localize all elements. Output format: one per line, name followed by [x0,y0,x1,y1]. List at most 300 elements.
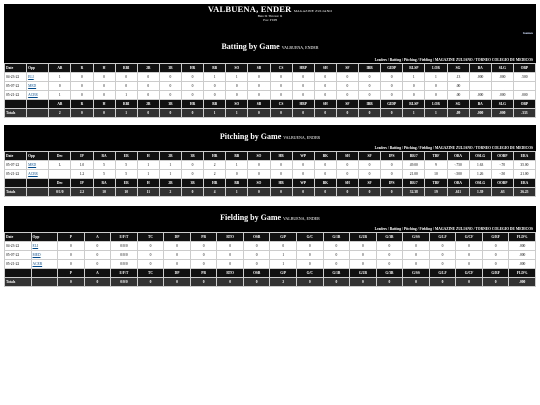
stat-cell: 0 [456,242,483,251]
stat-cell: 1.26 [469,170,491,179]
table-row [5,170,536,179]
total-cell: 2 [159,188,181,197]
stat-cell: 0 [359,82,381,91]
stat-cell: 0 [159,82,181,91]
column-header: GIDP [381,64,403,73]
stat-cell: 0 [217,260,244,269]
stat-cell: 0 [164,260,191,269]
total-cell: .611 [447,188,469,197]
stat-cell: -.70 [491,161,513,170]
column-header: 2B [159,152,181,161]
total-cell: 0 [248,109,270,118]
stat-cell: 0 [482,260,509,269]
stat-cell: 0 [403,251,430,260]
total-cell: 0 [159,109,181,118]
player-name-line [4,4,536,14]
column-header: Dec [49,179,71,188]
stat-cell: 0 [137,91,159,100]
stat-cell: 0 [336,170,358,179]
column-header: G/1B [323,269,350,278]
column-header: E/F/T [111,269,138,278]
stat-cell: 0 [248,73,270,82]
stat-cell: 0 [182,82,204,91]
total-cell: 0 [429,278,456,287]
date-cell: 05-21-22 [5,260,32,269]
column-header: SO [226,64,248,73]
column-header: DP [164,269,191,278]
stat-cell: 0 [190,242,217,251]
column-header: H [137,179,159,188]
stat-cell: 0 [182,170,204,179]
stat-cell: 0 [350,251,377,260]
total-cell: 0 [381,109,403,118]
column-header: R [71,64,93,73]
total-cell: 0 [359,188,381,197]
stat-cell: 0 [164,251,191,260]
stat-cell: 0 [115,73,137,82]
games-link[interactable]: Games [522,31,533,35]
batting-header [4,35,536,63]
player-name: VALBUENA, ENDER [207,4,292,14]
stat-cell: 0 [270,242,297,251]
column-header [27,179,49,188]
totals-label: Totals [5,278,32,287]
total-cell: 1 [403,109,425,118]
column-header: ERA [513,152,535,161]
column-header: SG [447,100,469,109]
total-cell: 0 [182,109,204,118]
stat-cell: 0 [93,91,115,100]
stat-cell: 0 [226,91,248,100]
column-header: IPS [381,152,403,161]
column-header: OSB [243,269,270,278]
column-header: G/P [270,269,297,278]
batting-subtitle: VALBUENA, ENDER [281,45,319,50]
stat-cell: 0 [403,82,425,91]
table-row [5,73,536,82]
stat-cell: 0 [376,260,403,269]
fielding-table [4,232,536,287]
column-header: R [71,100,93,109]
opponent-link[interactable]: MED [32,253,41,257]
stat-cell: 0 [381,161,403,170]
stat-cell: 0 [359,73,381,82]
player-team: MAGAZINE ZULIANO [293,9,333,13]
column-header: BA [469,100,491,109]
stat-cell: 0 [336,82,358,91]
stat-cell: 0 [314,161,336,170]
column-header: OBP [513,100,535,109]
column-header: SH [336,152,358,161]
column-header: HB [270,152,292,161]
stat-cell: 9 [425,161,447,170]
stat-cell: 0 [248,170,270,179]
stat-cell: 0 [190,260,217,269]
column-header: BB [226,179,248,188]
column-header: HB [270,179,292,188]
column-header: HBP [292,64,314,73]
stat-cell: 0 [314,170,336,179]
total-cell: 1 [226,188,248,197]
column-header: Date [5,233,32,242]
stat-cell: 2 [204,170,226,179]
column-header: G/RF [482,269,509,278]
stat-cell: 0 [137,82,159,91]
total-cell: 0 [376,278,403,287]
column-header: G/RF [482,233,509,242]
table-row [5,242,536,251]
stat-cell: 1 [159,161,181,170]
column-header: G/1B [323,233,350,242]
stat-cell: 0 [243,242,270,251]
stat-cell: -.50 [491,170,513,179]
stat-cell: 0 [323,260,350,269]
stat-cell: .000 [509,251,536,260]
column-header: OBP [513,64,535,73]
column-header: G/CF [456,269,483,278]
stat-cell: 0 [336,161,358,170]
table-row [5,251,536,260]
total-cell: 0 [314,109,336,118]
column-header: G/3B [376,269,403,278]
stat-cell: 0 [58,260,85,269]
stat-cell: 0 [456,251,483,260]
column-header [27,100,49,109]
column-header: BA [469,64,491,73]
total-cell: 0 [270,188,292,197]
stat-cell: 0 [292,91,314,100]
column-header: TBF [425,152,447,161]
total-cell: .63 [491,188,513,197]
stat-cell: 0 [314,91,336,100]
fielding-header-row [5,233,536,242]
stat-cell: 0 [292,170,314,179]
stat-cell: 1 [49,73,71,82]
total-cell: 0 [93,109,115,118]
total-cell: 0 [243,278,270,287]
column-header: SO [226,100,248,109]
total-cell: 0 [217,278,244,287]
total-cell: 0 [292,188,314,197]
stat-cell: 0 [71,82,93,91]
table-row [5,161,536,170]
stat-cell: 0 [381,82,403,91]
column-header: Date [5,64,27,73]
stat-cell: .000 [469,73,491,82]
pitching-table [4,151,536,197]
column-header: 3B [182,152,204,161]
stat-cell: 1 [425,73,447,82]
column-header [5,100,27,109]
column-header: 3B [159,64,181,73]
stat-cell: 0 [93,82,115,91]
opponent-cell [27,161,49,170]
column-header: SLG [491,100,513,109]
column-header: FLD% [509,233,536,242]
column-header: RBI [115,100,137,109]
stat-cell: .00 [447,82,469,91]
opponent-link[interactable]: ELI [32,244,39,248]
total-cell: 19 [425,188,447,197]
stat-cell: 1 [270,251,297,260]
total-cell: 0 [190,278,217,287]
total-cell: 0 [248,188,270,197]
column-header: DP [164,233,191,242]
column-header: IPS [381,179,403,188]
stat-cell: 1 [226,73,248,82]
stat-cell: 5 [93,161,115,170]
player-position: Pos: P DH [263,18,277,22]
stat-cell: 0 [71,91,93,100]
opponent-cell [31,251,58,260]
date-cell: 04-23-22 [5,242,32,251]
column-header: WP [292,152,314,161]
stat-cell: 0 [292,73,314,82]
column-header: RBI [115,64,137,73]
total-cell: 1 [226,109,248,118]
column-header: IBB [359,100,381,109]
total-cell: 0 [403,278,430,287]
stat-cell: 0 [297,260,324,269]
column-header: IBB [359,64,381,73]
stat-cell: 0 [429,260,456,269]
column-header: OSLG [469,179,491,188]
column-header: 2B [159,179,181,188]
opponent-cell [27,170,49,179]
column-header: RLSP [403,64,425,73]
pitching-header [4,125,536,151]
stat-cell: 0 [429,242,456,251]
column-header: Opp [27,152,49,161]
total-cell: 0 [359,109,381,118]
total-cell: 0 [58,278,85,287]
stat-cell: 0 [429,251,456,260]
stat-cell: .000 [491,91,513,100]
column-header: Opp [27,64,49,73]
totals-row [5,188,536,197]
stat-cell: 0 [270,82,292,91]
column-header: LOB [425,64,447,73]
total-cell: 0 [137,278,164,287]
column-header: SF [336,64,358,73]
column-header: SF [359,179,381,188]
total-cell: 10 [93,188,115,197]
stat-cell: 0 [456,260,483,269]
opponent-link[interactable]: ELI [28,75,34,79]
stat-cell: L [49,161,71,170]
date-cell: 05-21-22 [5,170,27,179]
stat-cell: 0 [336,73,358,82]
column-header: ER [115,152,137,161]
column-header: SLG [491,64,513,73]
total-cell: .000 [509,278,536,287]
column-header: G/LF [429,269,456,278]
column-header: Dec [49,152,71,161]
total-cell: 10 [115,188,137,197]
stat-cell: 0 [204,91,226,100]
total-cell: .09 [447,109,469,118]
total-cell: 0 [71,109,93,118]
totals-label: Totals [5,109,27,118]
pitching-title: Pitching by Game [219,132,282,141]
column-header: TBF [425,179,447,188]
column-header: H [93,100,115,109]
total-cell: 0 [292,109,314,118]
column-header: CS [270,100,292,109]
total-cell: 0 [84,278,111,287]
stat-cell: 0 [164,242,191,251]
total-cell: 0 [164,278,191,287]
table-row [5,82,536,91]
date-cell: 05-21-22 [5,91,27,100]
column-header: WP [292,179,314,188]
total-cell: 0 [456,278,483,287]
total-cell: 0 [482,278,509,287]
stat-cell: 0 [381,91,403,100]
stat-cell: 0 [314,82,336,91]
opponent-cell [27,91,49,100]
stat-cell: 0 [190,251,217,260]
stat-cell: 0 [137,242,164,251]
batting-nav-links[interactable]: Leaders / Batting / Pitching / Fielding / MAGAZINE ZULIANO / TORNEO COLEGIO DE MEDICOS [374,58,533,62]
stat-cell: 0 [323,251,350,260]
stat-cell [491,82,513,91]
stat-cell: -.500 [447,170,469,179]
column-header: HR [204,152,226,161]
total-cell: 0 [137,109,159,118]
pitching-header-row [5,152,536,161]
column-header: HBP [292,100,314,109]
column-header: RLSP [403,100,425,109]
stat-cell: 0 [323,242,350,251]
stat-cell: 0 [182,73,204,82]
column-header: SB [248,64,270,73]
stat-cell: .13 [447,73,469,82]
stat-cell: 5 [115,161,137,170]
column-header: AB [49,64,71,73]
column-header: SH [314,64,336,73]
total-cell: 1.39 [469,188,491,197]
stat-cell: 0 [403,260,430,269]
column-header: H [137,152,159,161]
column-header: RTO [217,233,244,242]
column-header: 2B [137,100,159,109]
stat-cell: 0 [403,242,430,251]
opponent-link[interactable]: MED [28,163,37,167]
column-header: BK [314,179,336,188]
stat-cell: 0 [314,73,336,82]
stat-cell: 0 [159,91,181,100]
total-cell: 0 [323,278,350,287]
stat-cell: 0 [381,73,403,82]
fielding-nav-links[interactable]: Leaders / Batting / Pitching / Fielding / MAGAZINE ZULIANO / TORNEO COLEGIO DE MEDICOS [374,227,533,231]
stat-cell [513,82,535,91]
opponent-link[interactable]: MED [28,84,37,88]
totals-row [5,109,536,118]
column-header: RA [93,179,115,188]
column-header: SF [336,100,358,109]
column-header: ERA [513,179,535,188]
column-header: BR/7 [403,152,425,161]
stat-cell: 0 [243,251,270,260]
total-cell: 4 [204,188,226,197]
opponent-link[interactable]: ACER [28,93,38,97]
stat-cell: 0 [49,82,71,91]
stat-cell: 0 [243,260,270,269]
stat-cell: 0 [425,91,447,100]
total-cell: 1 [115,109,137,118]
stat-cell: 21.00 [513,170,535,179]
stat-cell: 1.63 [469,161,491,170]
column-header: OSLG [469,152,491,161]
column-header [5,269,32,278]
stat-cell: 0 [270,161,292,170]
table-row [5,91,536,100]
pitching-nav-links[interactable]: Leaders / Batting / Pitching / Fielding / MAGAZINE ZULIANO / TORNEO COLEGIO DE MEDICOS [374,146,533,150]
total-cell: 26.25 [513,188,535,197]
stat-cell: 0 [270,91,292,100]
date-cell: 05-07-22 [5,82,27,91]
total-cell: 0 [336,109,358,118]
column-header: LOB [425,100,447,109]
column-header: SF [359,152,381,161]
column-header: P [58,233,85,242]
stat-cell: 1.2 [71,170,93,179]
fielding-header [4,206,536,232]
stat-cell: 0 [292,82,314,91]
stat-cell: 0 [182,161,204,170]
column-header: OOBP [491,179,513,188]
stat-cell: 0 [93,73,115,82]
total-cell: 0/1/0 [49,188,71,197]
stat-cell: 0 [376,251,403,260]
fielding-title: Fielding by Game [220,213,282,222]
column-header: Date [5,152,27,161]
opponent-cell [27,73,49,82]
column-header: BB [226,152,248,161]
stat-cell: .000 [509,260,536,269]
column-header: G/LF [429,233,456,242]
stat-cell: -.750 [447,161,469,170]
opponent-link[interactable]: ACER [28,172,38,176]
stat-cell: 0 [248,91,270,100]
column-header: SH [314,100,336,109]
stat-cell: 0/0/0 [111,251,138,260]
column-header: G/2B [350,233,377,242]
total-cell: .333 [513,109,535,118]
stat-cell: 0 [248,82,270,91]
stat-cell: 0 [217,251,244,260]
bats-throws: Bats: R Throws: R [257,14,283,18]
totals-row [5,278,536,287]
stat-cell: 0 [292,161,314,170]
stat-cell: .000 [509,242,536,251]
stat-cell: 0 [376,242,403,251]
total-cell: 0 [336,188,358,197]
column-header: PB [190,233,217,242]
stat-cell: 0 [71,73,93,82]
column-header: SO [248,152,270,161]
stat-cell [469,82,491,91]
column-header: FLD% [509,269,536,278]
column-header: E/F/T [111,233,138,242]
opponent-cell [31,242,58,251]
opponent-link[interactable]: ACER [32,262,43,266]
stat-cell: 0 [381,170,403,179]
stat-cell: 1 [204,73,226,82]
column-header: PB [190,269,217,278]
pitching-subtitle: VALBUENA, ENDER [283,135,321,140]
